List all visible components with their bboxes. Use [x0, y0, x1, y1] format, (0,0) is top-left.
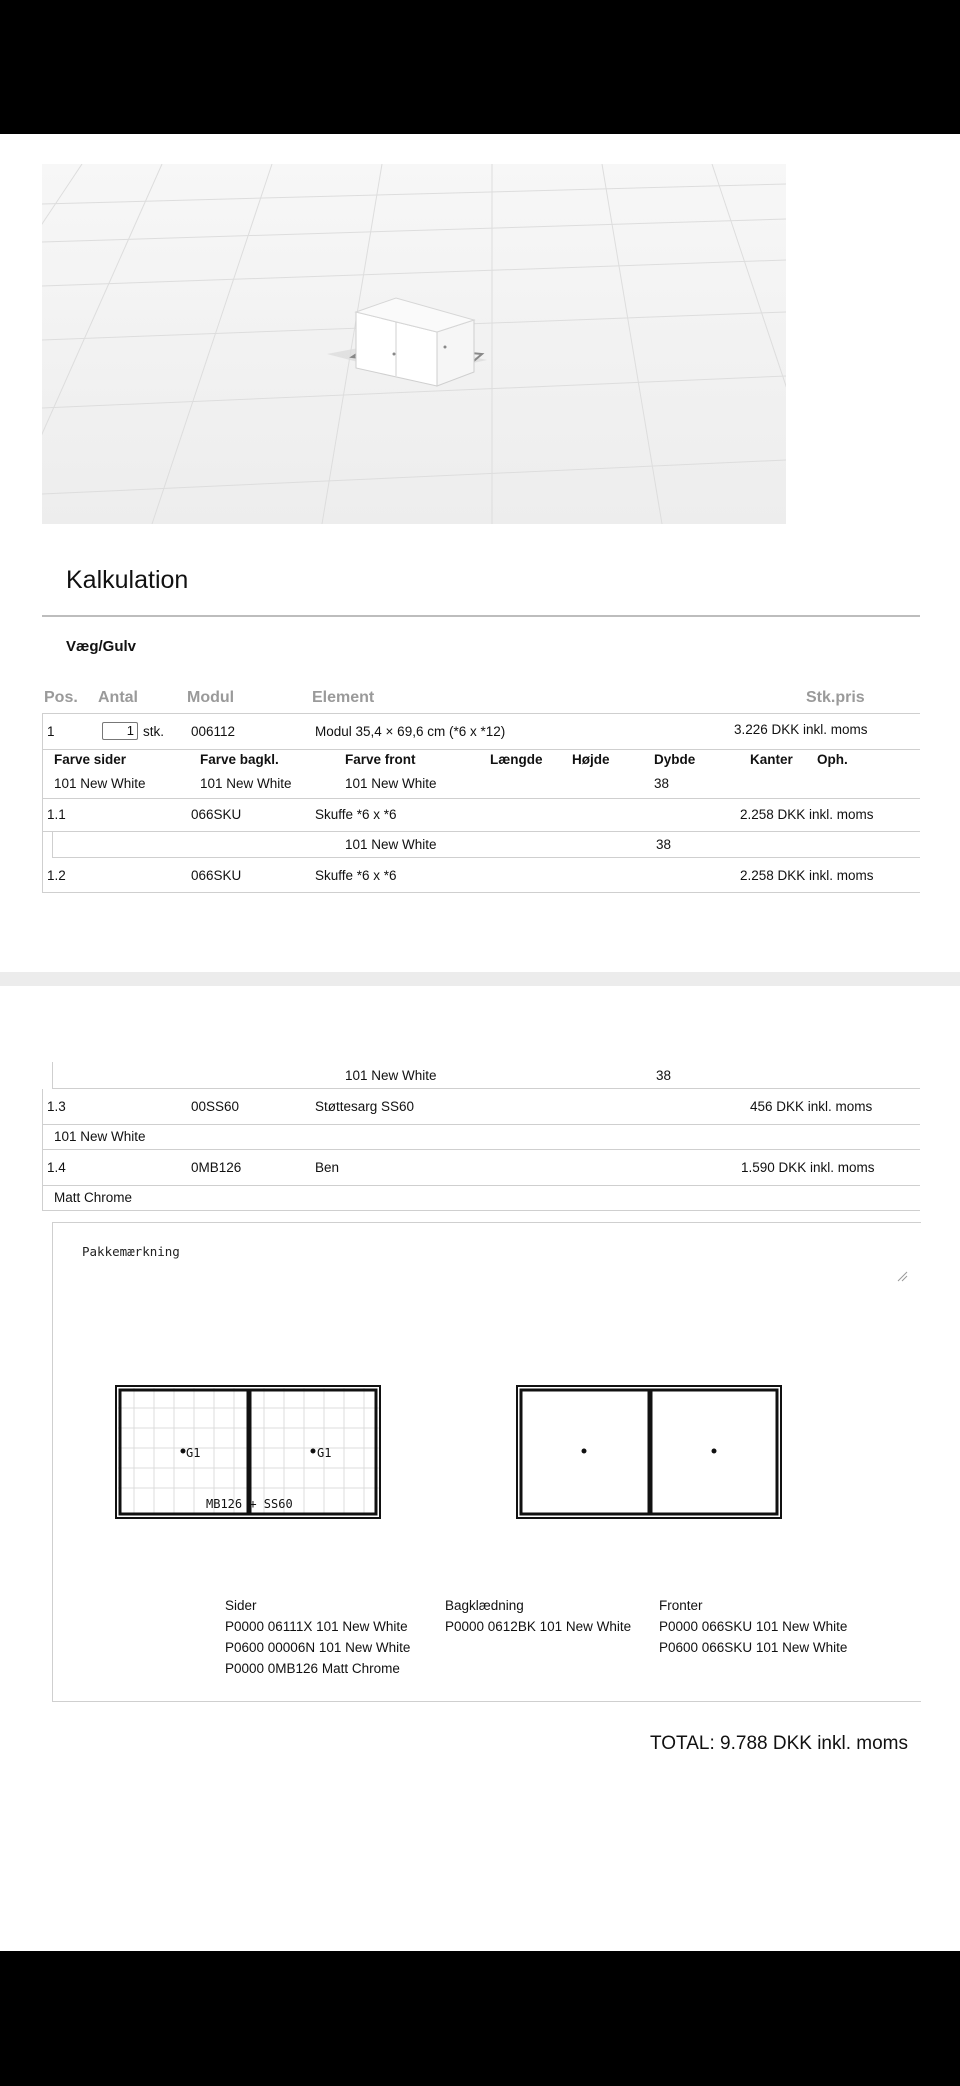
cell-unit: stk.	[143, 724, 165, 739]
cell-pos: 1.4	[47, 1160, 66, 1175]
cell-modul: 00SS60	[191, 1099, 240, 1114]
notes-textarea[interactable]: Pakkemærkning	[82, 1244, 180, 1259]
parts-fronter-title: Fronter	[659, 1598, 703, 1613]
sub-detail-color: 101 New White	[345, 1068, 437, 1083]
cell-element: Ben	[315, 1160, 340, 1175]
cell-element: Skuffe *6 x *6	[315, 807, 397, 822]
detail-farve-front: 101 New White	[345, 776, 437, 791]
resize-handle-icon[interactable]	[896, 1270, 908, 1282]
col-header-element: Element	[312, 689, 375, 706]
page-break-separator	[0, 972, 960, 986]
parts-sider-line: P0000 06111X 101 New White	[225, 1619, 408, 1634]
sub-row-indent-border	[52, 832, 53, 858]
row-divider	[42, 1149, 920, 1150]
sub-row-indent-border	[52, 1062, 53, 1088]
drawing-label-g1-left: G1	[186, 1446, 201, 1460]
cell-modul: 066SKU	[191, 868, 242, 883]
detail-header-farve-sider: Farve sider	[54, 752, 127, 767]
parts-bagklaedning-line: P0000 0612BK 101 New White	[445, 1619, 632, 1634]
cell-price: 2.258 DKK inkl. moms	[740, 807, 874, 822]
cell-modul: 006112	[191, 724, 236, 739]
total-price: TOTAL: 9.788 DKK inkl. moms	[650, 1733, 908, 1754]
row-divider	[42, 1210, 920, 1211]
row-divider	[42, 749, 920, 750]
technical-drawing-front	[515, 1384, 785, 1522]
row-divider	[52, 1088, 920, 1089]
cell-pos: 1	[47, 724, 55, 739]
parts-fronter-line: P0000 066SKU 101 New White	[659, 1619, 848, 1634]
title-divider	[42, 615, 920, 617]
cell-price: 456 DKK inkl. moms	[750, 1099, 873, 1114]
detail-dybde: 38	[654, 776, 670, 791]
cell-pos: 1.1	[47, 807, 66, 822]
detail-header-oph: Oph.	[817, 752, 848, 767]
parts-fronter-line: P0600 066SKU 101 New White	[659, 1640, 848, 1655]
detail-header-laengde: Længde	[490, 752, 543, 767]
row-divider	[42, 1124, 920, 1125]
cell-modul: 0MB126	[191, 1160, 242, 1175]
cell-price: 2.258 DKK inkl. moms	[740, 868, 874, 883]
sub-detail-color: 101 New White	[345, 837, 437, 852]
cell-price: 3.226 DKK inkl. moms	[734, 722, 868, 737]
detail-header-hoejde: Højde	[572, 752, 610, 767]
bottom-black-bar	[0, 1951, 960, 2086]
cell-modul: 066SKU	[191, 807, 242, 822]
row-divider	[42, 1185, 920, 1186]
row-divider	[42, 892, 920, 893]
sub-detail-dybde: 38	[656, 837, 672, 852]
cell-element: Skuffe *6 x *6	[315, 868, 397, 883]
sub-detail-color: 101 New White	[54, 1129, 146, 1144]
cell-element: Modul 35,4 × 69,6 cm (*6 x *12)	[315, 724, 506, 739]
row-divider	[52, 857, 920, 858]
col-header-price: Stk.pris	[806, 689, 865, 706]
sub-detail-color: Matt Chrome	[54, 1190, 133, 1205]
detail-header-farve-bagkl: Farve bagkl.	[200, 752, 279, 767]
detail-farve-bagkl: 101 New White	[200, 776, 292, 791]
parts-bagklaedning-title: Bagklædning	[445, 1598, 524, 1613]
cell-element: Støttesarg SS60	[315, 1099, 415, 1114]
parts-sider-title: Sider	[225, 1598, 257, 1613]
table-left-border	[42, 713, 43, 893]
parts-sider-line: P0000 0MB126 Matt Chrome	[225, 1661, 400, 1676]
page-title: Kalkulation	[66, 566, 189, 594]
detail-header-kanter: Kanter	[750, 752, 793, 767]
3d-floor-grid	[42, 164, 786, 524]
sub-detail-dybde: 38	[656, 1068, 672, 1083]
drawing-label-base: MB126 + SS60	[206, 1497, 293, 1511]
detail-farve-sider: 101 New White	[54, 776, 146, 791]
3d-preview-viewport[interactable]	[42, 164, 786, 524]
top-black-bar	[0, 0, 960, 134]
drawing-label-g1-right: G1	[317, 1446, 332, 1460]
col-header-antal: Antal	[98, 689, 138, 706]
col-header-modul: Modul	[187, 689, 235, 706]
row-divider	[42, 831, 920, 832]
detail-header-dybde: Dybde	[654, 752, 696, 767]
cell-pos: 1.3	[47, 1099, 66, 1114]
col-header-pos: Pos.	[44, 689, 78, 706]
parts-sider-line: P0600 00006N 101 New White	[225, 1640, 411, 1655]
row-divider	[42, 713, 920, 714]
cell-price: 1.590 DKK inkl. moms	[741, 1160, 875, 1175]
cell-pos: 1.2	[47, 868, 66, 883]
section-subtitle: Væg/Gulv	[66, 638, 137, 655]
quantity-input[interactable]: 1	[102, 722, 138, 740]
row-divider	[42, 798, 920, 799]
detail-header-farve-front: Farve front	[345, 752, 416, 767]
